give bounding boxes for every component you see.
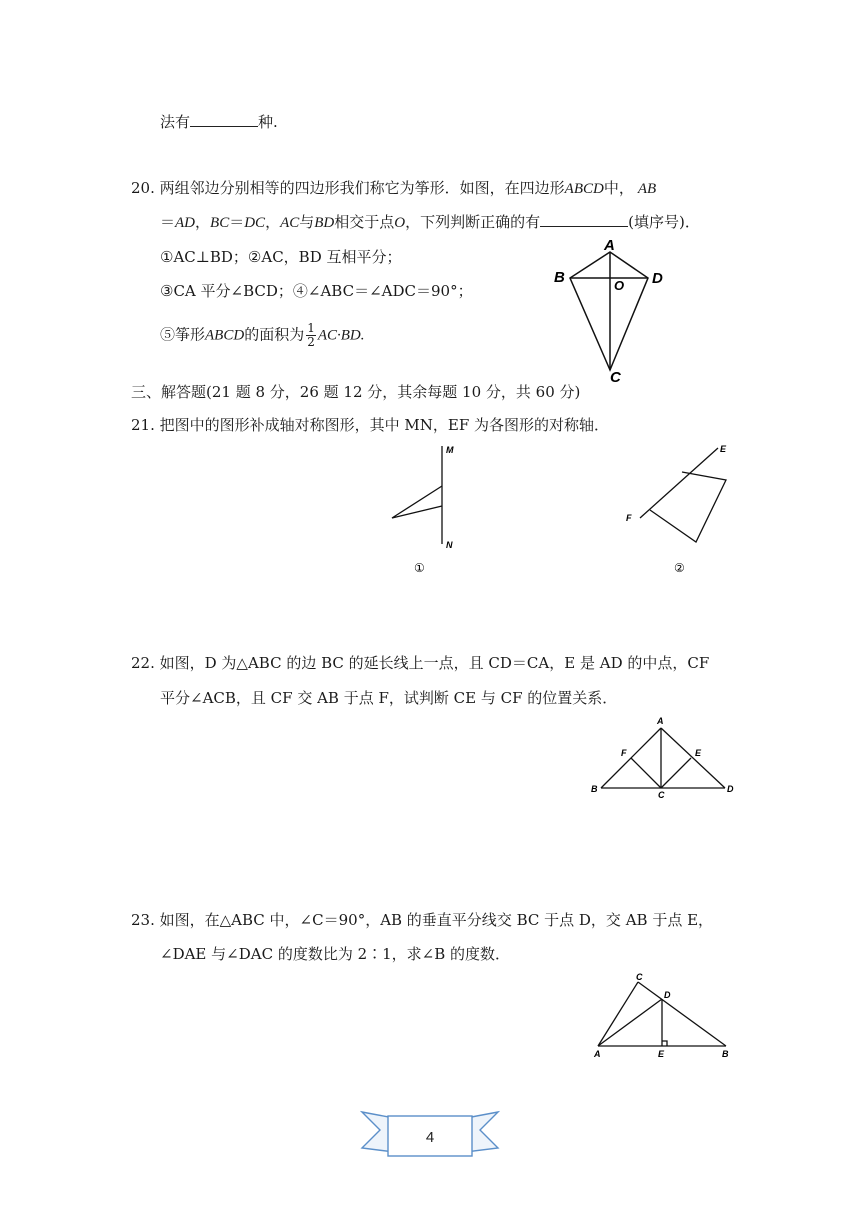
- fraction-one-half: [306, 322, 316, 349]
- q20-l2-bd: BD: [314, 215, 335, 231]
- q20-l2e: 与: [299, 213, 315, 231]
- q20-line1-after: 中，: [603, 179, 634, 197]
- kite-label-o: O: [614, 278, 625, 293]
- page-number-ribbon: [360, 1108, 500, 1164]
- q21-figure-2: [620, 440, 740, 580]
- q23-label-b: B: [722, 1049, 729, 1059]
- q20-option-1-2: ①AC⊥BD；②AC，BD 互相平分；: [160, 248, 402, 266]
- label-m: M: [446, 445, 454, 455]
- q20-l2-o: O: [394, 215, 406, 231]
- answer-blank: [190, 112, 258, 127]
- q20-l2c: ＝: [229, 213, 245, 231]
- section-3-title: 三、解答题(21 题 8 分，26 题 12 分，其余每题 10 分，共 60 分): [131, 383, 581, 401]
- q20-answer-blank: [540, 212, 628, 227]
- fraction-denominator: 2: [307, 335, 315, 349]
- kite-figure: [540, 234, 680, 384]
- q22-label-f: F: [621, 748, 627, 758]
- label-f: F: [626, 513, 632, 523]
- q23-label-d: D: [664, 990, 671, 1000]
- q23-figure: [588, 970, 738, 1062]
- q20-l2-ad: AD: [175, 215, 196, 231]
- q22-label-d: D: [727, 784, 734, 794]
- q22-figure: [585, 712, 745, 802]
- q20-opt5-abcd: ABCD: [205, 327, 245, 344]
- q20-line1-end: AB: [637, 181, 657, 197]
- q22-label-e: E: [695, 748, 702, 758]
- q20-opt5-mid: 的面积为: [244, 325, 305, 344]
- q20-l2h: (填序号)．: [628, 213, 700, 231]
- top-text-after: 种.: [258, 113, 278, 131]
- q20-l2a: ＝: [160, 213, 176, 231]
- q20-l2f: 相交于点: [334, 213, 395, 231]
- q23-number: 23.: [131, 911, 155, 929]
- q23-label-e: E: [658, 1049, 665, 1059]
- q22-label-a: A: [657, 716, 664, 726]
- q21-figure-1: [380, 440, 480, 580]
- q21-text: 把图中的图形补成轴对称图形，其中 MN，EF 为各图形的对称轴．: [159, 416, 610, 434]
- q20-option-3-4: ③CA 平分∠BCD；④∠ABC＝∠ADC＝90°；: [160, 282, 473, 300]
- q23-line1-text: 如图，在△ABC 中，∠C＝90°，AB 的垂直平分线交 BC 于点 D，交 AB 于点 E，: [159, 911, 714, 929]
- fraction-numerator: 1: [307, 321, 315, 335]
- q23-label-a: A: [594, 1049, 601, 1059]
- q22-label-c: C: [658, 790, 665, 800]
- q23-line1: [131, 910, 713, 930]
- q20-abcd: ABCD: [564, 181, 604, 197]
- q22-line1: [131, 653, 709, 673]
- q20-line1: [131, 178, 656, 199]
- q22-line1-text: 如图，D 为△ABC 的边 BC 的延长线上一点，且 CD＝CA，E 是 AD 的中点，CF: [159, 654, 710, 672]
- label-n: N: [446, 540, 453, 550]
- q22-label-b: B: [591, 784, 598, 794]
- q22-number: 22.: [131, 654, 155, 672]
- kite-label-c: C: [610, 369, 621, 386]
- label-e: E: [720, 444, 727, 454]
- q20-opt5-after: AC·BD.: [317, 327, 365, 344]
- q20-opt5-before: ⑤筝形: [160, 325, 206, 344]
- q20-line2: [160, 212, 700, 233]
- q20-line1-text: 两组邻边分别相等的四边形我们称它为筝形．如图，在四边形: [159, 179, 565, 197]
- top-line: [160, 112, 278, 132]
- kite-label-d: D: [652, 270, 663, 287]
- top-text-before: 法有: [160, 113, 191, 131]
- q21-line: [131, 415, 609, 435]
- q21-number: 21.: [131, 416, 155, 434]
- caption-fig-1: ①: [414, 561, 425, 575]
- q20-l2g: ，下列判断正确的有: [405, 213, 541, 231]
- q20-l2-dc: DC: [244, 215, 266, 231]
- q20-l2d: ，: [265, 213, 281, 231]
- q20-l2-ac: AC: [280, 215, 300, 231]
- kite-label-b: B: [554, 269, 565, 286]
- q20-l2b: ，: [195, 213, 211, 231]
- caption-fig-2: ②: [674, 561, 685, 575]
- q23-label-c: C: [636, 972, 643, 982]
- q20-l2-bc: BC: [210, 215, 230, 231]
- q22-line2: 平分∠ACB，且 CF 交 AB 于点 F，试判断 CE 与 CF 的位置关系．: [160, 689, 618, 707]
- q23-line2: ∠DAE 与∠DAC 的度数比为 2∶1，求∠B 的度数．: [160, 945, 511, 963]
- q20-number: 20.: [131, 179, 155, 197]
- kite-label-a: A: [604, 237, 615, 254]
- q20-option-5: [160, 322, 365, 349]
- page-number: 4: [425, 1129, 435, 1146]
